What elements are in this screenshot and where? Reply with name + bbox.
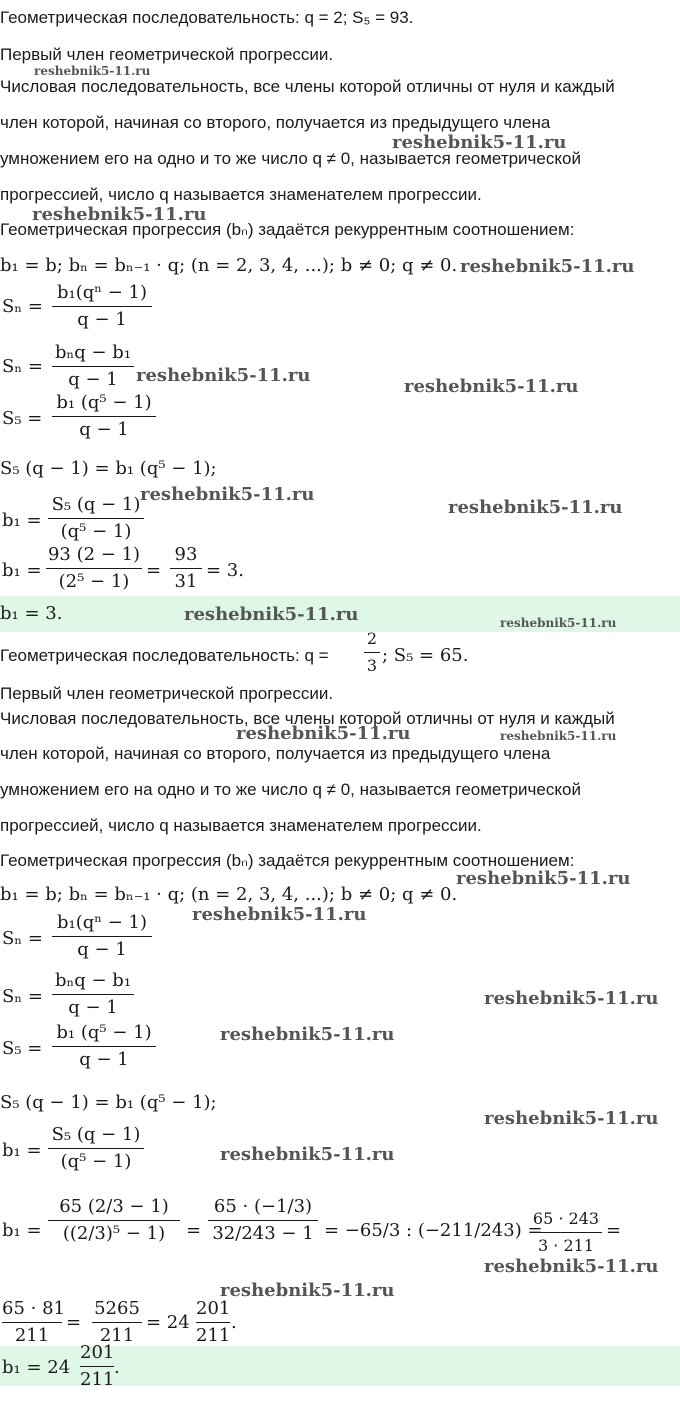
task2-f6-a-fraction <box>48 1196 180 1245</box>
task2-f5-den: (q⁵ − 1) <box>60 1151 132 1172</box>
task1-f3-den: q − 1 <box>79 419 129 440</box>
task2-f5-fraction <box>48 1124 144 1173</box>
watermark: reshebnik5-11.ru <box>500 729 617 743</box>
task2-f7-b-den: 211 <box>99 1325 135 1346</box>
task2-f6-c: = −65/3 : (−211/243) = <box>324 1220 543 1241</box>
task1-f5-fraction <box>48 494 144 543</box>
watermark: reshebnik5-11.ru <box>220 1280 395 1301</box>
task1-f2-lhs: Sₙ = <box>2 356 43 377</box>
task2-answer-num: 201 <box>80 1342 115 1363</box>
task1-def-line4: прогрессией, число q называется знаменателем прогрессии. <box>0 185 482 204</box>
task2-f3-lhs: S₅ = <box>2 1038 43 1059</box>
task1-f3-num: b₁ (q⁵ − 1) <box>56 392 152 413</box>
task2-f7-a-num: 65 · 81 <box>2 1298 65 1319</box>
watermark: reshebnik5-11.ru <box>140 484 315 505</box>
task1-f6-mid-den: 31 <box>174 571 198 592</box>
task2-f4: S₅ (q − 1) = b₁ (q⁵ − 1); <box>0 1092 217 1113</box>
task2-f7-b-fraction <box>92 1298 142 1347</box>
task2-header-den: 3 <box>366 656 378 675</box>
watermark: reshebnik5-11.ru <box>184 604 359 625</box>
task2-f7-c-den: 211 <box>196 1325 231 1346</box>
task1-f4: S₅ (q − 1) = b₁ (q⁵ − 1); <box>0 458 217 479</box>
task2-f7-c-num: 201 <box>196 1298 231 1319</box>
task2-f7-c-fraction <box>196 1298 230 1347</box>
task1-f6-lhs: b₁ = <box>2 560 42 581</box>
task2-answer-fraction <box>80 1342 114 1391</box>
task1-f3-fraction <box>52 392 156 441</box>
task1-f1-fraction <box>52 282 152 331</box>
task1-f6-den: (2⁵ − 1) <box>58 571 130 592</box>
task1-f6-mid-fraction <box>170 544 202 593</box>
task2-f7-b-num: 5265 <box>94 1298 140 1319</box>
task2-f2-den: q − 1 <box>68 997 118 1018</box>
task2-f1-lhs: Sₙ = <box>2 928 43 949</box>
task2-f6-b-den: 32/243 − 1 <box>212 1223 314 1244</box>
watermark: reshebnik5-11.ru <box>192 904 367 925</box>
task2-f6-a-num: 65 (2/3 − 1) <box>59 1196 169 1217</box>
watermark: reshebnik5-11.ru <box>500 616 617 630</box>
task2-def-line1: Числовая последовательность, все члены которой отличны от нуля и каждый <box>0 709 615 728</box>
task1-f6-mid-num: 93 <box>174 544 198 565</box>
task1-f6-num: 93 (2 − 1) <box>47 544 141 565</box>
task1-f6-eq: = <box>146 560 162 581</box>
task2-def-line3: умножением его на одно и то же число q ≠ 0, называется геометрической <box>0 780 581 799</box>
task1-f5-den: (q⁵ − 1) <box>60 521 132 542</box>
task2-f7-eq1: = <box>66 1312 82 1333</box>
watermark: reshebnik5-11.ru <box>392 132 567 153</box>
task1-def-line3: умножением его на одно и то же число q ≠ 0, называется геометрической <box>0 149 581 168</box>
task2-f6-d-num: 65 · 243 <box>532 1209 600 1228</box>
watermark: reshebnik5-11.ru <box>456 868 631 889</box>
watermark: reshebnik5-11.ru <box>236 723 411 744</box>
task1-def-title: Первый член геометрической прогрессии. <box>0 45 334 64</box>
task1-f6-rhs: = 3. <box>206 560 244 581</box>
task2-f6-d-fraction <box>530 1208 602 1257</box>
task2-recur-formula: b₁ = b; bₙ = bₙ₋₁ · q; (n = 2, 3, 4, ...); b ≠ 0; q ≠ 0. <box>0 884 458 905</box>
task2-def-line4: прогрессией, число q называется знаменателем прогрессии. <box>0 816 482 835</box>
watermark: reshebnik5-11.ru <box>220 1024 395 1045</box>
task2-f6-d-den: 3 · 211 <box>538 1236 594 1255</box>
watermark: reshebnik5-11.ru <box>404 376 579 397</box>
task2-f6-a-den: ((2/3)⁵ − 1) <box>62 1223 166 1244</box>
task1-recur-text: Геометрическая прогрессия (bₙ) задаётся рекуррентным соотношением: <box>0 220 575 239</box>
task2-def-line2: член которой, начиная со второго, получается из предыдущего члена <box>0 744 551 763</box>
task2-header-num: 2 <box>366 629 378 648</box>
task2-answer-pre: b₁ = 24 <box>2 1357 71 1378</box>
task2-f6-eq-end: = <box>606 1220 622 1241</box>
task2-header-fraction <box>364 628 380 677</box>
task2-f3-den: q − 1 <box>79 1049 129 1070</box>
task2-f2-lhs: Sₙ = <box>2 986 43 1007</box>
task2-header-post: ; S₅ = 65. <box>382 645 469 666</box>
task1-f2-den: q − 1 <box>68 369 118 390</box>
task2-f6-b-num: 65 · (−1/3) <box>213 1196 313 1217</box>
watermark: reshebnik5-11.ru <box>32 204 207 225</box>
task1-def-line1: Числовая последовательность, все члены которой отличны от нуля и каждый <box>0 77 615 96</box>
task1-f1-num: b₁(qⁿ − 1) <box>56 282 148 303</box>
watermark: reshebnik5-11.ru <box>484 1108 659 1129</box>
task1-answer: b₁ = 3. <box>0 603 63 624</box>
task2-f3-fraction <box>52 1022 156 1071</box>
task1-f5-lhs: b₁ = <box>2 510 42 531</box>
task2-f7-a-den: 211 <box>14 1325 50 1346</box>
watermark: reshebnik5-11.ru <box>448 497 623 518</box>
task1-f1-lhs: Sₙ = <box>2 296 43 317</box>
watermark: reshebnik5-11.ru <box>484 1256 659 1277</box>
task2-f1-den: q − 1 <box>77 939 127 960</box>
task2-f1-num: b₁(qⁿ − 1) <box>56 912 148 933</box>
task1-f2-fraction <box>52 342 134 391</box>
task1-recur-formula: b₁ = b; bₙ = bₙ₋₁ · q; (n = 2, 3, 4, ...); b ≠ 0; q ≠ 0. <box>0 255 458 276</box>
task2-f6-eq1: = <box>186 1220 202 1241</box>
watermark: reshebnik5-11.ru <box>484 988 659 1009</box>
task1-def-line2: член которой, начиная со второго, получается из предыдущего члена <box>0 113 551 132</box>
task2-f5-num: S₅ (q − 1) <box>51 1124 141 1145</box>
task2-f1-fraction <box>52 912 152 961</box>
task2-recur-text: Геометрическая прогрессия (bₙ) задаётся рекуррентным соотношением: <box>0 851 575 870</box>
task2-f6-b-fraction <box>208 1196 318 1245</box>
task2-f7-c: = 24 <box>146 1312 190 1333</box>
task2-f2-num: bₙq − b₁ <box>54 970 132 991</box>
task1-header: Геометрическая последовательность: q = 2; S₅ = 93. <box>0 8 414 27</box>
task2-f5-lhs: b₁ = <box>2 1140 42 1161</box>
watermark: reshebnik5-11.ru <box>136 365 311 386</box>
watermark: reshebnik5-11.ru <box>220 1144 395 1165</box>
task1-f3-lhs: S₅ = <box>2 408 43 429</box>
watermark: reshebnik5-11.ru <box>34 64 151 78</box>
task2-answer-den: 211 <box>80 1369 115 1390</box>
task2-def-title: Первый член геометрической прогрессии. <box>0 684 334 703</box>
task1-f2-num: bₙq − b₁ <box>54 342 132 363</box>
task2-answer-dot: . <box>114 1357 120 1378</box>
task2-f3-num: b₁ (q⁵ − 1) <box>56 1022 152 1043</box>
task2-header-pre: Геометрическая последовательность: q = <box>0 646 329 665</box>
watermark: reshebnik5-11.ru <box>460 256 635 277</box>
task1-f5-num: S₅ (q − 1) <box>51 494 141 515</box>
task2-f7-dot: . <box>231 1312 237 1333</box>
task2-f6-lhs: b₁ = <box>2 1220 42 1241</box>
task1-f6-fraction <box>46 544 142 593</box>
task2-f7-a-fraction <box>2 1298 65 1347</box>
task1-f1-den: q − 1 <box>77 309 127 330</box>
task2-f2-fraction <box>52 970 134 1019</box>
